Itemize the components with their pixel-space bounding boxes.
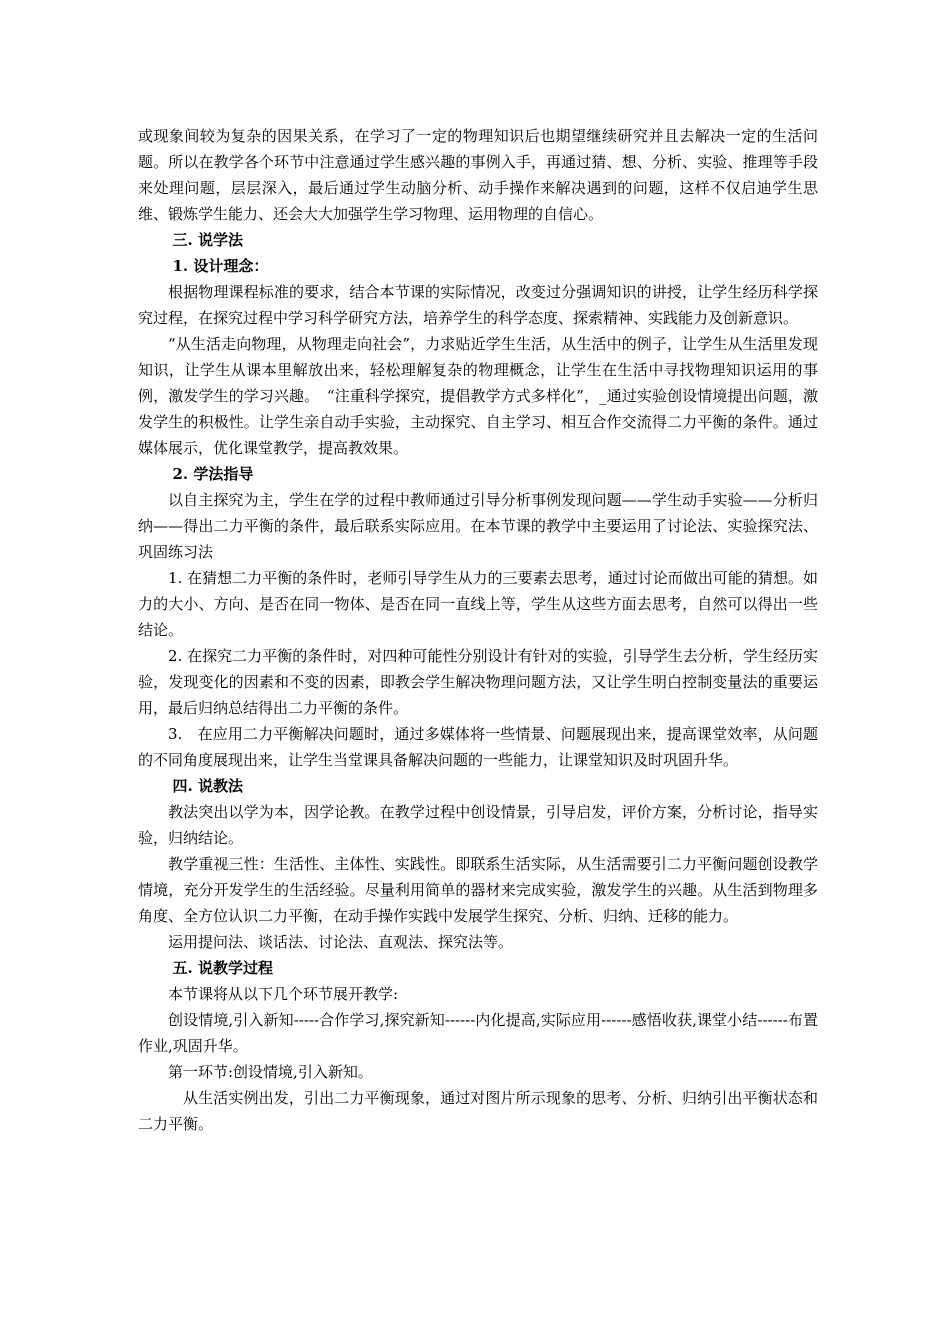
body-paragraph: 以自主探究为主，学生在学的过程中教师通过引导分析事例发现问题——学生动手实验——分析归纳——得出二力平衡的条件，最后联系实际应用。在本节课的教学中主要运用了讨论法、实验探究法、巩固练习法 [138,491,818,561]
section-heading: 三. 说学法 [172,231,243,249]
body-paragraph: 本节课将从以下几个环节展开教学: [168,985,399,1003]
body-paragraph: 教法突出以学为本，因学论教。在教学过程中创设情景，引导启发，评价方案，分析讨论，指导实验，归纳结论。 [138,803,818,847]
body-paragraph: “从生活走向物理，从物理走向社会”，力求贴近学生生活，从生活中的例子，让学生从生活里发现知识，让学生从课本里解放出来，轻松理解复杂的物理概念，让学生在生活中寻找物理知识运用的事例，激发学生的学习兴趣。 “注重科学探究，提倡教学方式多样化”，_通过实验创设情境提出问题，激发学生的积极性。让学生亲自动手实验，主动探究、自主学习、相互合作交流得二力平衡的条件。通过媒体展示，优化课堂教学，提高教效果。 [138,335,818,457]
body-paragraph: 1. 在猜想二力平衡的条件时，老师引导学生从力的三要素去思考，通过讨论而做出可能的猜想。如力的大小、方向、是否在同一物体、是否在同一直线上等，学生从这些方面去思考，自然可以得出一些结论。 [138,569,818,639]
body-paragraph: 教学重视三性：生活性、主体性、实践性。即联系生活实际，从生活需要引二力平衡问题创设教学情境，充分开发学生的生活经验。尽量利用简单的器材来完成实验，激发学生的兴趣。从生活到物理多角度、全方位认识二力平衡，在动手操作实践中发展学生探究、分析、归纳、迁移的能力。 [138,855,818,925]
body-paragraph: 创设情境,引入新知-----合作学习,探究新知------内化提高,实际应用------感悟收获,课堂小结------布置作业,巩固升华。 [138,1011,818,1055]
section-heading: 四. 说教法 [172,777,243,795]
section-heading: 2. 学法指导 [172,465,254,483]
body-paragraph: 3. 在应用二力平衡解决问题时，通过多媒体将一些情景、问题展现出来，提高课堂效率，从问题的不同角度展现出来，让学生当堂课具备解决问题的一些能力，让课堂知识及时巩固升华。 [138,725,818,769]
body-paragraph: 运用提问法、谈话法、讨论法、直观法、探究法等。 [168,933,514,951]
section-heading: 五. 说教学过程 [172,959,273,977]
body-paragraph: 根据物理课程标准的要求，结合本节课的实际情况，改变过分强调知识的讲授，让学生经历科学探究过程，在探究过程中学习科学研究方法，培养学生的科学态度、探索精神、实践能力及创新意识。 [138,283,818,327]
body-paragraph: 或现象间较为复杂的因果关系，在学习了一定的物理知识后也期望继续研究并且去解决一定的生活问题。所以在教学各个环节中注意通过学生感兴趣的事例入手，再通过猜、想、分析、实验、推理等手段来处理问题，层层深入，最后通过学生动脑分析、动手操作来解决遇到的问题，这样不仅启迪学生思维、锻炼学生能力、还会大大加强学生学习物理、运用物理的自信心。 [138,127,818,223]
section-heading: 1. 设计理念： [172,257,269,275]
body-paragraph: 第一环节:创设情境,引入新知。 [168,1063,373,1081]
body-paragraph: 2. 在探究二力平衡的条件时，对四种可能性分别设计有针对的实验，引导学生去分析，学生经历实验，发现变化的因素和不变的因素，即教会学生解决物理问题方法，又让学生明白控制变量法的重要运用，最后归纳总结得出二力平衡的条件。 [138,647,818,717]
document-page [138,123,818,1137]
body-paragraph: 从生活实例出发，引出二力平衡现象，通过对图片所示现象的思考、分析、归纳引出平衡状态和二力平衡。 [138,1089,818,1133]
